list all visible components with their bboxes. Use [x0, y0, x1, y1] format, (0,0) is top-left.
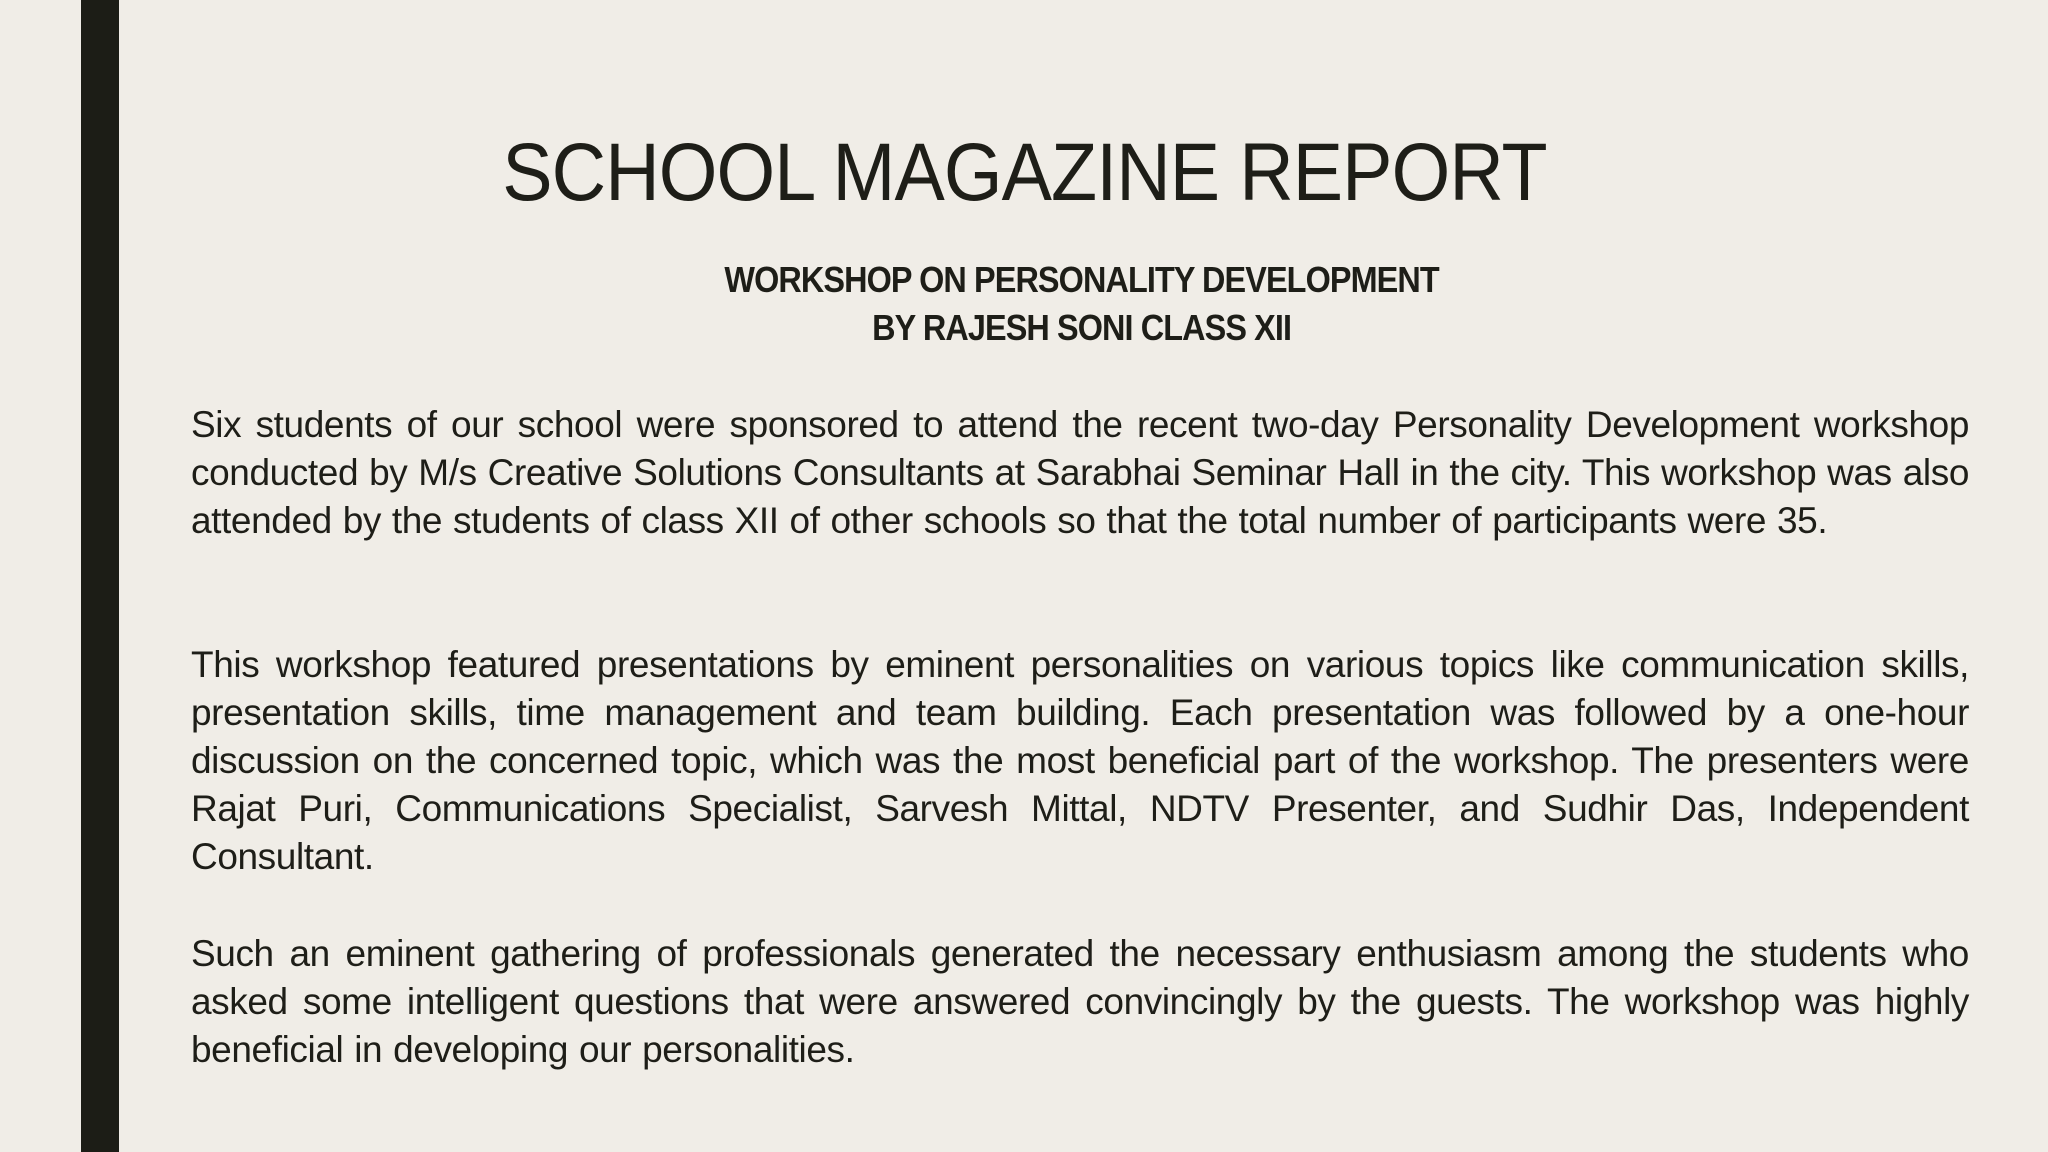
paragraph-3: Such an eminent gathering of professionals generated the necessary enthusiasm among the students who asked some intelligent questions that were answered convincingly by the guests. The workshop was highly beneficial in developing our personalities.	[191, 933, 1969, 1070]
subtitle-workshop: WORKSHOP ON PERSONALITY DEVELOPMENT	[724, 259, 1439, 300]
subtitle-author: BY RAJESH SONI CLASS XII	[872, 307, 1292, 348]
paragraph-1: Six students of our school were sponsored to attend the recent two-day Personality Development workshop conducted by M/s Creative Solutions Consultants at Sarabhai Seminar Hall in the city. This workshop was also attended by the students of class XII of other schools so that the total number of participants were 35.	[191, 404, 1969, 541]
page-title: SCHOOL MAGAZINE REPORT	[502, 127, 1547, 218]
paragraph-2: This workshop featured presentations by eminent personalities on various topics like communication skills, presentation skills, time management and team building. Each presentation was followed by a one-hour discussion on the concerned topic, which was the most beneficial part of the workshop. The presenters were Rajat Puri, Communications Specialist, Sarvesh Mittal, NDTV Presenter, and Sudhir Das, Independent Consultant.	[191, 644, 1969, 877]
